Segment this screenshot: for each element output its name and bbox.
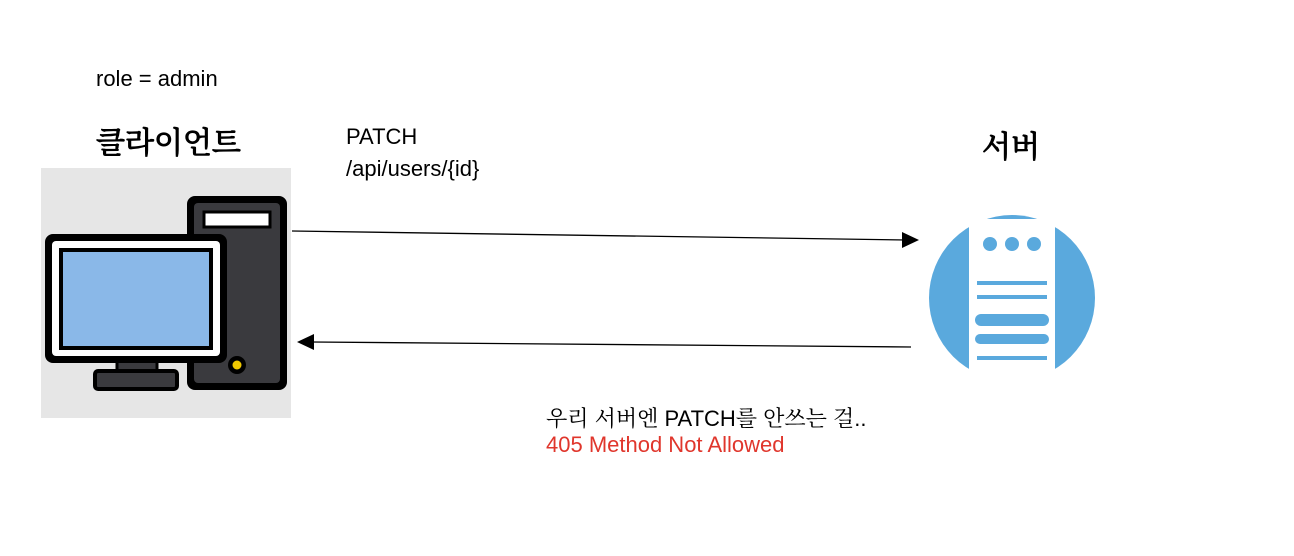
server-title: 서버 bbox=[982, 131, 1040, 164]
request-method-label: PATCH bbox=[346, 124, 418, 149]
request-path-label: /api/users/{id} bbox=[346, 156, 480, 181]
response-arrow bbox=[297, 334, 911, 350]
response-status-label: 405 Method Not Allowed bbox=[546, 432, 785, 457]
response-message-label: 우리 서버엔 PATCH를 안쓰는 걸.. bbox=[546, 406, 867, 431]
client-title: 클라이언트 bbox=[96, 127, 241, 160]
request-arrow bbox=[292, 231, 919, 248]
client-role-label: role = admin bbox=[96, 66, 218, 91]
